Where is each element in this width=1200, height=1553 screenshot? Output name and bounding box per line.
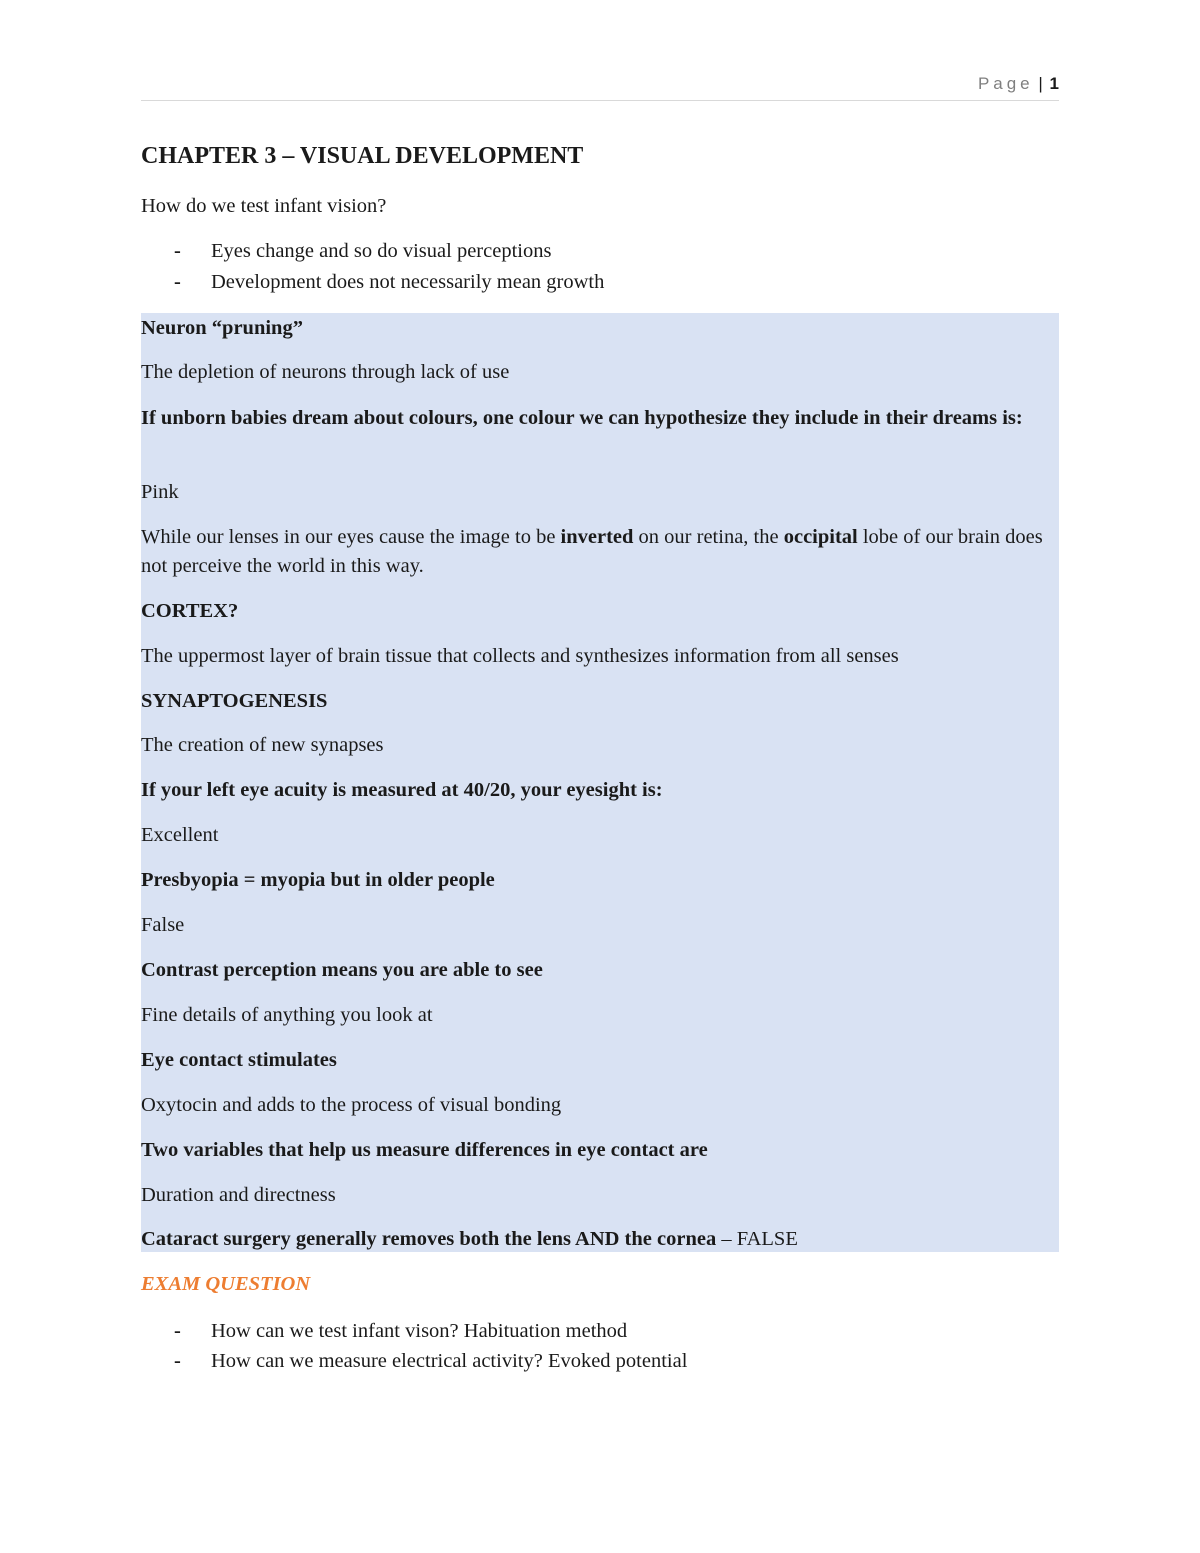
- question: Eye contact stimulates: [141, 1049, 337, 1071]
- question: Contrast perception means you are able to see: [141, 959, 543, 981]
- term-answer: The creation of new synapses: [141, 734, 384, 756]
- page-number: 1: [1049, 74, 1059, 93]
- term-heading: Neuron “pruning”: [141, 317, 303, 339]
- page-header: [141, 74, 1059, 101]
- list-item-text: Eyes change and so do visual perceptions: [211, 240, 552, 262]
- page-label: Page: [977, 74, 1034, 93]
- exam-heading: EXAM QUESTION: [141, 1273, 311, 1295]
- list-item-text: How can we test infant vison? Habituation method: [211, 1320, 628, 1342]
- answer: Pink: [141, 481, 179, 503]
- term-answer: The uppermost layer of brain tissue that collects and synthesizes information from all senses: [141, 645, 899, 667]
- term-heading: SYNAPTOGENESIS: [141, 690, 328, 712]
- bullet-dash: -: [174, 271, 181, 293]
- page-separator: |: [1038, 74, 1043, 93]
- question: Presbyopia = myopia but in older people: [141, 869, 495, 891]
- question: Two variables that help us measure differences in eye contact are: [141, 1139, 708, 1161]
- lens-statement: While our lenses in our eyes cause the image to be inverted on our retina, the occipital lobe of our brain does not perceive the world in this way.: [141, 526, 1043, 577]
- question: If unborn babies dream about colours, one colour we can hypothesize they include in their dreams is:: [141, 407, 1023, 429]
- chapter-title: CHAPTER 3 – VISUAL DEVELOPMENT: [141, 143, 584, 169]
- bullet-dash: -: [174, 240, 181, 262]
- bullet-dash: -: [174, 1350, 181, 1372]
- list-item-text: Development does not necessarily mean growth: [211, 271, 605, 293]
- list-item-text: How can we measure electrical activity? Evoked potential: [211, 1350, 688, 1372]
- answer: Oxytocin and adds to the process of visual bonding: [141, 1094, 562, 1116]
- answer: Excellent: [141, 824, 219, 846]
- bullet-dash: -: [174, 1320, 181, 1342]
- question: If your left eye acuity is measured at 40/20, your eyesight is:: [141, 779, 663, 801]
- term-heading: CORTEX?: [141, 600, 239, 622]
- answer: False: [141, 914, 185, 936]
- answer: Duration and directness: [141, 1184, 336, 1206]
- intro-question: How do we test infant vision?: [141, 195, 387, 217]
- term-answer: The depletion of neurons through lack of use: [141, 361, 510, 383]
- question-with-answer: Cataract surgery generally removes both the lens AND the cornea – FALSE: [141, 1228, 798, 1250]
- answer: Fine details of anything you look at: [141, 1004, 433, 1026]
